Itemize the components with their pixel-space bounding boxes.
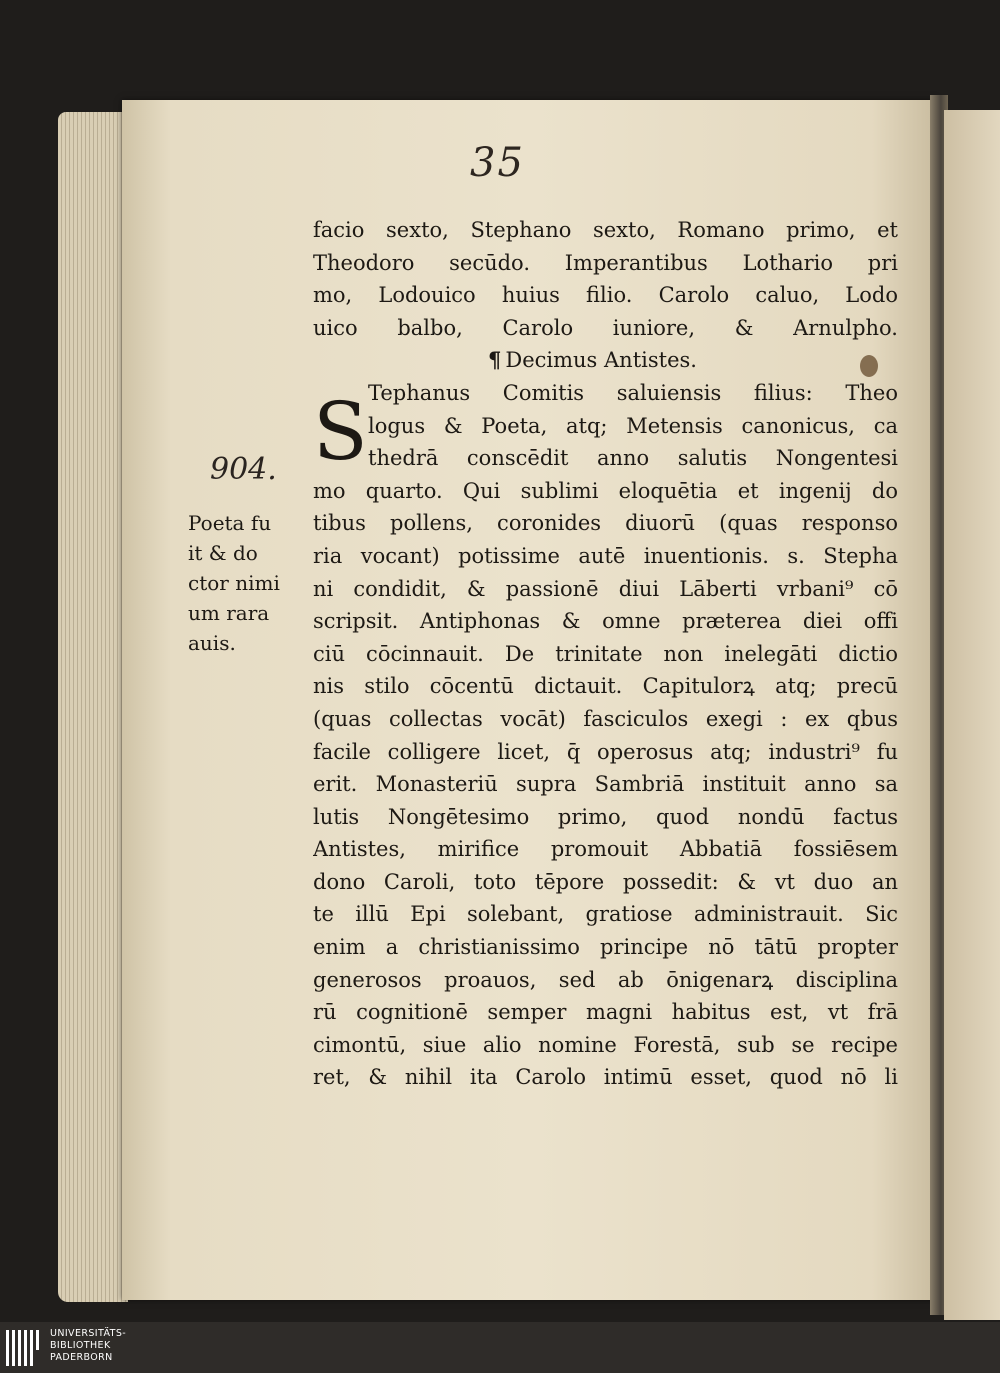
text-line: Theodoro secūdo. Imperantibus Lothario pri xyxy=(313,250,898,275)
text-line: facio sexto, Stephano sexto, Romano primo, et xyxy=(313,218,898,242)
logo-line: BIBLIOTHEK xyxy=(50,1340,111,1351)
page-number: 35 xyxy=(470,140,525,186)
text-line: scripsit. Antiphonas & omne præterea diei offi xyxy=(313,609,898,634)
margin-note-line: Poeta fu xyxy=(188,511,272,535)
text-line: logus & Poeta, atq; Metensis canonicus, ca xyxy=(368,413,898,438)
footer-bar xyxy=(0,1322,1000,1373)
text-line: mo quarto. Qui sublimi eloquētia et ingenij do xyxy=(313,478,898,503)
text-line: (quas collectas vocāt) fasciculos exegi : ex qbus xyxy=(313,706,898,731)
margin-note xyxy=(188,508,308,658)
margin-note-line: auis. xyxy=(188,631,236,655)
margin-note-line: ctor nimi xyxy=(188,571,280,595)
text-line: Tephanus Comitis saluiensis filius: Theo xyxy=(368,380,898,405)
text-line: te illū Epi solebant, gratiose administrauit. Sic xyxy=(313,902,898,927)
text-line: generosos proauos, sed ab ōnigenarꝝ disciplina xyxy=(313,967,898,992)
text-line: ret, & nihil ita Carolo intimū esset, quod nō li xyxy=(313,1065,898,1090)
drop-cap: S xyxy=(313,385,368,478)
ink-stain xyxy=(860,355,878,377)
library-logo-text xyxy=(50,1328,126,1364)
section-heading-text: Decimus Antistes. xyxy=(505,348,697,373)
text-line: Antistes, mirifice promouit Abbatiā fossiēsem xyxy=(313,837,898,862)
pilcrow-icon: ¶ xyxy=(488,347,502,373)
section-heading xyxy=(313,344,898,377)
text-line: rū cognitionē semper magni habitus est, vt frā xyxy=(313,1000,898,1025)
text-line: nis stilo cōcentū dictauit. Capitulorꝝ atq; precū xyxy=(313,674,898,699)
text-line: erit. Monasteriū supra Sambriā instituit anno sa xyxy=(313,772,898,797)
text-line: tibus pollens, coronides diuorū (quas responso xyxy=(313,511,898,536)
text-line: dono Caroli, toto tēpore possedit: & vt duo an xyxy=(313,869,898,894)
text-line: enim a christianissimo principe nō tātū propter xyxy=(313,935,898,960)
text-line: thedrā conscēdit anno salutis Nongentesi xyxy=(368,446,898,471)
margin-year: 904. xyxy=(210,452,277,487)
text-line: mo, Lodouico huius filio. Carolo caluo, Lodo xyxy=(313,283,898,308)
body-text xyxy=(313,214,898,1094)
text-line: uico balbo, Carolo iuniore, & Arnulpho. xyxy=(313,315,898,340)
page-edges xyxy=(58,112,128,1302)
margin-note-line: um rara xyxy=(188,601,270,625)
logo-line: UNIVERSITÄTS- xyxy=(50,1328,127,1339)
library-logo-icon xyxy=(6,1330,44,1366)
logo-line: PADERBORN xyxy=(50,1352,113,1363)
text-line: ciū cōcinnauit. De trinitate non inelegāti dictio xyxy=(313,641,898,666)
facing-page-edge xyxy=(944,110,1000,1320)
text-line: facile colligere licet, q̄ operosus atq; industri⁹ fu xyxy=(313,739,898,764)
margin-note-line: it & do xyxy=(188,541,258,565)
text-line: lutis Nongētesimo primo, quod nondū factus xyxy=(313,804,898,829)
text-line: ria vocant) potissime autē inuentionis. s. Stepha xyxy=(313,543,898,568)
text-line: cimontū, siue alio nomine Forestā, sub se recipe xyxy=(313,1032,898,1057)
text-line: ni condidit, & passionē diui Lāberti vrbani⁹ cō xyxy=(313,576,898,601)
